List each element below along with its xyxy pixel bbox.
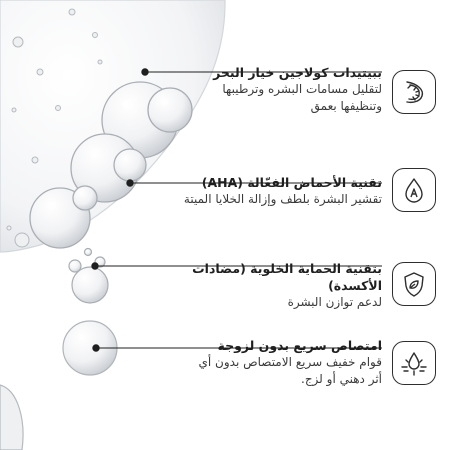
feature-desc-line: قوام خفيف سريع الامتصاص بدون أي bbox=[198, 355, 382, 369]
feature-desc-line: تقشير البشرة بلطف وإزالة الخلايا الميتة bbox=[183, 192, 382, 206]
fast-absorb-drop-icon bbox=[392, 341, 436, 385]
shield-leaf-icon bbox=[392, 262, 436, 306]
feature-desc-line: لتقليل مسامات البشره وترطيبها bbox=[222, 82, 382, 96]
feature-title: ببيتيدات كولاجين خيار البحر bbox=[213, 65, 382, 80]
small-bubbles bbox=[69, 249, 108, 304]
feature-desc-line: لدعم توازن البشرة bbox=[287, 295, 382, 309]
feature-title: امتصاص سريع بدون لزوجة bbox=[217, 338, 382, 353]
feature-desc-line: وتنظيفها بعمق bbox=[310, 99, 382, 113]
collagen-helix-icon bbox=[392, 70, 436, 114]
feature-absorption bbox=[147, 337, 382, 388]
feature-aha bbox=[147, 174, 382, 208]
bottom-arc-bubble bbox=[0, 385, 23, 450]
feature-collagen bbox=[147, 64, 382, 115]
feature-antioxidant bbox=[147, 260, 382, 311]
feature-title: بتقنية الحماية الخلوية (مضادات الأكسدة) bbox=[192, 261, 382, 293]
feature-desc-line: أثر دهني أو لزج. bbox=[301, 372, 382, 386]
aha-drop-icon bbox=[392, 168, 436, 212]
feature-title: تقنية الأحماض الفعّالة (AHA) bbox=[201, 175, 382, 190]
